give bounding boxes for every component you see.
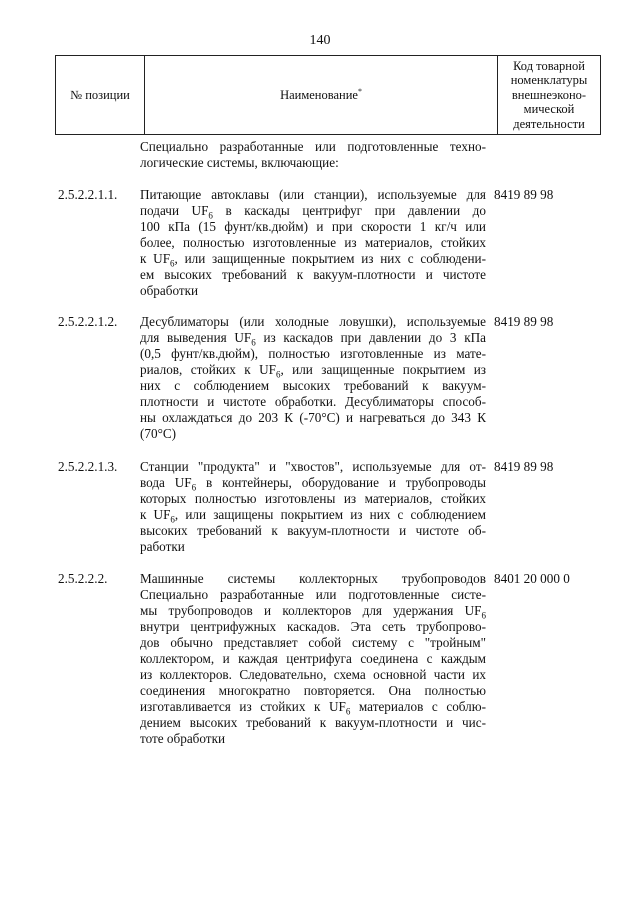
description-line: [140, 394, 486, 410]
text-fragment: высоких требований к вакуум-плотности и чистоте об-: [140, 523, 486, 538]
header-code-line: Код товарной: [513, 58, 585, 73]
description-line: [140, 587, 486, 603]
header-code-line: внешнеэконо-: [511, 87, 587, 102]
text-fragment: (0,5 фунт/кв.дюйм), полностью изготовленные из мате-: [140, 346, 486, 361]
text-fragment: Машинные системы коллекторных трубопроводов: [140, 571, 486, 586]
text-fragment: которых полностью изготовлены из материалов, стойких: [140, 491, 486, 506]
subscript: 6: [191, 482, 197, 493]
description-line: [140, 523, 486, 539]
description-line: [140, 571, 486, 587]
entry-description: [140, 459, 486, 555]
description-line: [140, 362, 486, 378]
subscript: 6: [275, 369, 281, 380]
description-line: [140, 475, 486, 491]
intro-line: Специально разработанные или подготовленные техно-: [140, 139, 486, 154]
subscript: 6: [170, 258, 175, 269]
description-line: [140, 667, 486, 683]
entry-code: 8419 89 98: [494, 187, 554, 202]
footnote-mark: *: [357, 86, 362, 96]
description-line: [140, 507, 486, 523]
text-fragment: работки: [140, 539, 185, 554]
description-line: [140, 683, 486, 699]
description-line: [140, 539, 486, 555]
description-line: [140, 267, 486, 283]
description-line: [140, 731, 486, 747]
description-line: [140, 187, 486, 203]
text-fragment: Десублиматоры (или холодные ловушки), используемые: [140, 314, 486, 329]
text-fragment: в каскады центрифуг при давлении до: [212, 203, 486, 218]
text-fragment: к UF: [140, 507, 171, 522]
header-position: № позиции: [56, 56, 145, 135]
description-line: [140, 410, 486, 426]
description-line: [140, 219, 486, 235]
entry-position: 2.5.2.2.1.1.: [58, 187, 118, 202]
entry-position: 2.5.2.2.1.2.: [58, 314, 118, 329]
header-code: [498, 56, 601, 135]
text-fragment: внутри центрифужных каскадов. Эта сеть трубопрово-: [140, 619, 486, 634]
subscript: 6: [170, 514, 175, 525]
entry-code: 8401 20 000 0: [494, 571, 570, 586]
description-line: [140, 203, 486, 219]
text-fragment: плотности и чистоте обработки. Десублиматоры способ-: [140, 394, 486, 409]
text-fragment: обработки: [140, 283, 199, 298]
description-line: [140, 314, 486, 330]
text-fragment: 100 кПа (15 фунт/кв.дюйм) и при скорости 1 кг/ч или: [140, 219, 486, 234]
header-code-line: деятельности: [513, 116, 585, 131]
text-fragment: материалов с соблю-: [350, 699, 486, 714]
description-line: [140, 715, 486, 731]
text-fragment: ем высоких требований к вакуум-плотности и чистоте: [140, 267, 486, 282]
text-fragment: , или защищены покрытием из них с соблюдением: [174, 507, 486, 522]
text-fragment: для выведения UF: [140, 330, 252, 345]
text-fragment: дением высоких требований к вакуум-плотности и чис-: [140, 715, 486, 730]
entry-description: [140, 314, 486, 442]
description-line: [140, 330, 486, 346]
description-line: [140, 635, 486, 651]
intro-line: логические системы, включающие:: [140, 155, 339, 170]
text-fragment: коллектором, и каждая центрифуга соединена с каждым: [140, 651, 486, 666]
text-fragment: в контейнеры, оборудование и трубопроводы: [196, 475, 486, 490]
description-line: [140, 426, 486, 442]
description-line: [140, 491, 486, 507]
text-fragment: , или защищенные покрытием из них с соблюдени-: [174, 251, 486, 266]
text-fragment: из каскадов при давлении до 3 кПа: [255, 330, 486, 345]
description-line: [140, 283, 486, 299]
description-line: [140, 235, 486, 251]
description-line: [140, 346, 486, 362]
description-line: [140, 459, 486, 475]
text-fragment: более, полностью изготовленные из материалов, стойких: [140, 235, 486, 250]
text-fragment: них с соблюдением высоких требований к вакуум-: [140, 378, 486, 393]
description-line: [140, 619, 486, 635]
subscript: 6: [251, 337, 256, 348]
description-line: [140, 378, 486, 394]
header-code-line: мической: [523, 102, 575, 117]
entry-position: 2.5.2.2.1.3.: [58, 459, 118, 474]
description-line: [140, 651, 486, 667]
text-fragment: (70°С): [140, 426, 177, 441]
text-fragment: тоте обработки: [140, 731, 226, 746]
text-fragment: из коллекторов. Следовательно, схема основной части их: [140, 667, 486, 682]
text-fragment: ны охлаждаться до 203 К (-70°С) и нагреваться до 343 К: [140, 410, 486, 425]
text-fragment: подачи UF: [140, 203, 209, 218]
text-fragment: Станции "продукта" и "хвостов", используемые для от-: [140, 459, 486, 474]
page-number: 140: [309, 33, 331, 48]
subscript: 6: [208, 210, 213, 221]
header-name: [145, 56, 498, 135]
entry-description: [140, 571, 486, 747]
entry-code: 8419 89 98: [494, 459, 554, 474]
intro-text: [140, 139, 486, 171]
subscript: 6: [481, 610, 486, 621]
text-fragment: Питающие автоклавы (или станции), используемые для: [140, 187, 486, 202]
text-fragment: мы трубопроводов и коллекторов для удержания UF: [140, 603, 482, 618]
description-line: [140, 699, 486, 715]
table-header: [55, 55, 601, 135]
text-fragment: дов обычно представляет собой систему с "тройным": [140, 635, 486, 650]
entry-code: 8419 89 98: [494, 314, 554, 329]
text-fragment: изготавливается из стойких к UF: [140, 699, 346, 714]
text-fragment: Специально разработанные или подготовленные систе-: [140, 587, 486, 602]
text-fragment: к UF: [140, 251, 171, 266]
description-line: [140, 603, 486, 619]
header-name-label: Наименование: [280, 87, 358, 102]
subscript: 6: [345, 706, 351, 717]
header-code-line: номенклатуры: [510, 73, 588, 88]
text-fragment: , или защищенные покрытием из: [280, 362, 486, 377]
text-fragment: соединения многократно повторяется. Она полностью: [140, 683, 486, 698]
text-fragment: риалов, стойких к UF: [140, 362, 276, 377]
text-fragment: вода UF: [140, 475, 192, 490]
entry-description: [140, 187, 486, 299]
entry-position: 2.5.2.2.2.: [58, 571, 108, 586]
description-line: [140, 251, 486, 267]
